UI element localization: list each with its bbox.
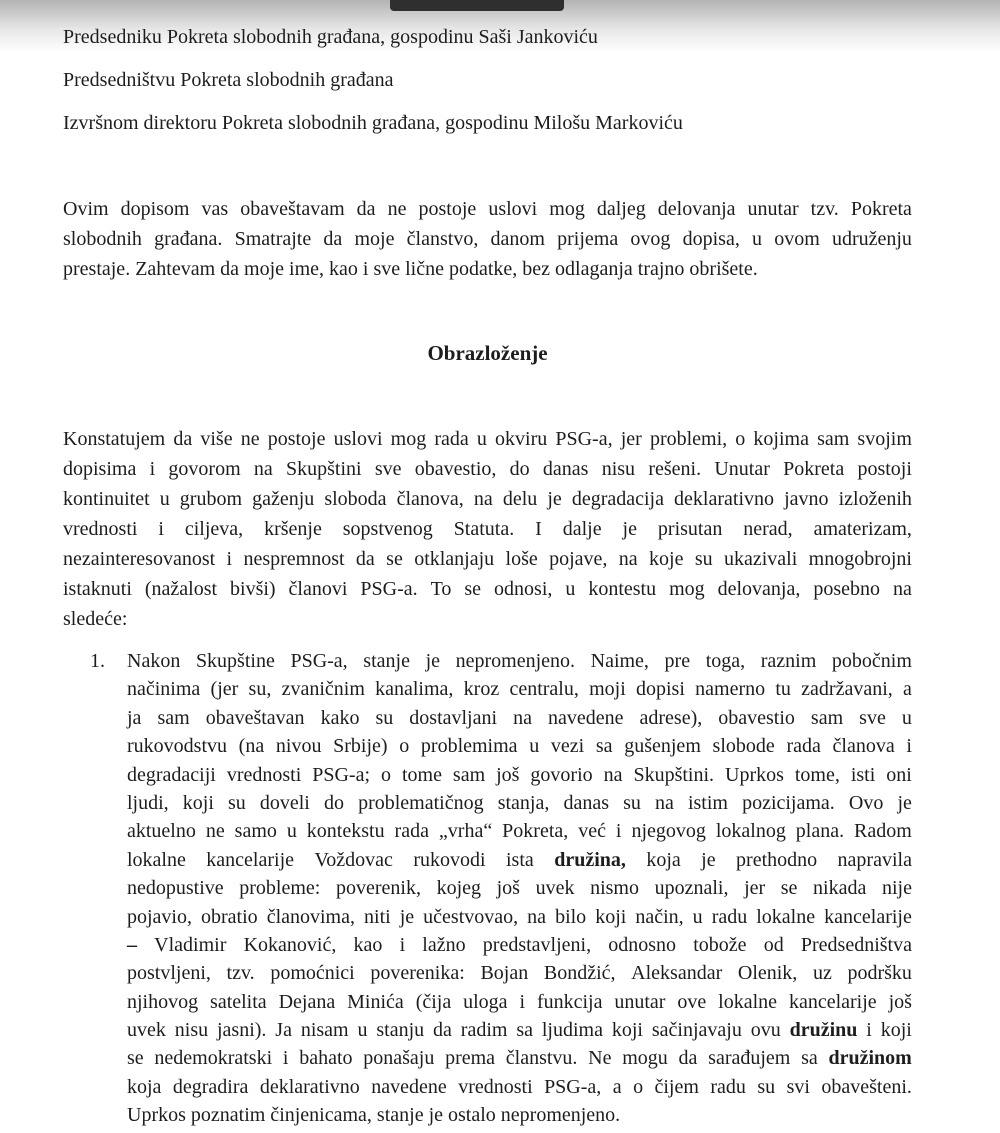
- text-line: Konstatujem da više ne postoje uslovi mog rada u okviru PSG-a, jer problemi, o kojima sam svojim: [63, 428, 912, 450]
- section-heading: [63, 338, 912, 368]
- text-line: dopisima i govorom na Skupštini sve obavestio, do danas nisu rešeni. Unutar Pokreta postoji: [63, 458, 912, 480]
- body-paragraph: [63, 424, 912, 634]
- text-line: degradaciji vrednosti PSG-a; o tome sam još govorio na Skupštini. Uprkos tome, isti oni: [127, 763, 912, 786]
- text-line: Predsedništvu Pokreta slobodnih građana: [63, 69, 394, 91]
- text-line: aktuelno ne samo u kontekstu rada „vrha“ Pokreta, već i njegovog lokalnog plana. Radom: [127, 820, 912, 843]
- list-number: 1.: [90, 650, 105, 672]
- text-line: postvljeni, tzv. pomoćnici poverenika: Bojan Bondžić, Aleksandar Olenik, uz podršku: [127, 962, 912, 985]
- text-line: lokalne kancelarije Voždovac rukovodi ista družina, koja je prethodno napravila: [127, 848, 912, 871]
- text-line: vrednosti i ciljeva, kršenje sopstvenog Statuta. I dalje je prisutan nerad, amaterizam,: [63, 518, 912, 540]
- text-line: rukovodstvu (na nivou Srbije) o problemima u vezi sa gušenjem slobode rada članova i: [127, 735, 912, 758]
- text-line: ljudi, koji su doveli do problematičnog stanja, danas su na istim pozicijama. Ovo je: [127, 791, 912, 814]
- text-line: se nedemokratski i bahato ponašaju prema članstvu. Ne mogu da sarađujem sa družinom: [127, 1047, 912, 1070]
- text-line: sledeće:: [63, 608, 128, 630]
- text-line: Izvršnom direktoru Pokreta slobodnih građana, gospodinu Milošu Markoviću: [63, 112, 683, 134]
- list-item-text: [127, 647, 912, 1130]
- text-line: – Vladimir Kokanović, kao i lažno predstavljeni, odnosno tobože od Predsedništva: [127, 933, 912, 956]
- text-line: uvek nisu jasni). Ja nisam u stanju da radim sa ljudima koji sačinjavaju ovu družinu i koji: [127, 1019, 912, 1042]
- numbered-list-item: [63, 647, 912, 1130]
- text-line: njihovog satelita Dejana Minića (čija uloga i funkcija unutar ove lokalne kancelarije još: [127, 990, 912, 1013]
- text-line: Ovim dopisom vas obaveštavam da ne postoje uslovi mog daljeg delovanja unutar tzv. Pokreta: [63, 198, 912, 220]
- text-line: kontinuitet u grubom gaženju sloboda članova, na delu je degradacija deklarativno javno izloženih: [63, 488, 912, 510]
- text-line: prestaje. Zahtevam da moje ime, kao i sve lične podatke, bez odlaganja trajno obrišete.: [63, 258, 758, 280]
- section-heading-text: Obrazloženje: [427, 341, 548, 365]
- text-line: Uprkos poznatim činjenicama, stanje je ostalo nepromenjeno.: [127, 1104, 621, 1127]
- recipient-block: [63, 22, 912, 138]
- intro-paragraph: [63, 194, 912, 284]
- text-line: pojavio, obratio članovima, niti je učestvovao, na bilo koji način, u radu lokalne kancelarije: [127, 905, 912, 928]
- text-line: načinima (jer su, zvaničnim kanalima, kroz centralu, moji dopisi namerno tu zadržavani, a: [127, 678, 912, 701]
- text-line: koja degradira deklarativno navedene vrednosti PSG-a, a o čijem radu su svi obavešteni.: [127, 1075, 912, 1098]
- text-line: istaknuti (nažalost bivši) članovi PSG-a. To se odnosi, u kontestu mog delovanja, posebno na: [63, 578, 912, 600]
- text-line: ja sam obaveštavan kako su dostavljani na navedene adrese), obavestio sam sve u: [127, 706, 912, 729]
- text-line: Nakon Skupštine PSG-a, stanje je nepromenjeno. Naime, pre toga, raznim pobočnim: [127, 650, 912, 672]
- text-line: nedopustive probleme: poverenik, kojeg još uvek nismo upoznali, jer se nikada nije: [127, 877, 912, 900]
- text-line: Predsedniku Pokreta slobodnih građana, gospodinu Saši Jankoviću: [63, 26, 598, 48]
- text-line: slobodnih građana. Smatrajte da moje članstvo, danom prijema ovog dopisa, u ovom udruženju: [63, 228, 912, 250]
- text-line: nezainteresovanost i nespremnost da se otklanjaju loše pojave, na koje su ukazivali mnogobrojni: [63, 548, 912, 570]
